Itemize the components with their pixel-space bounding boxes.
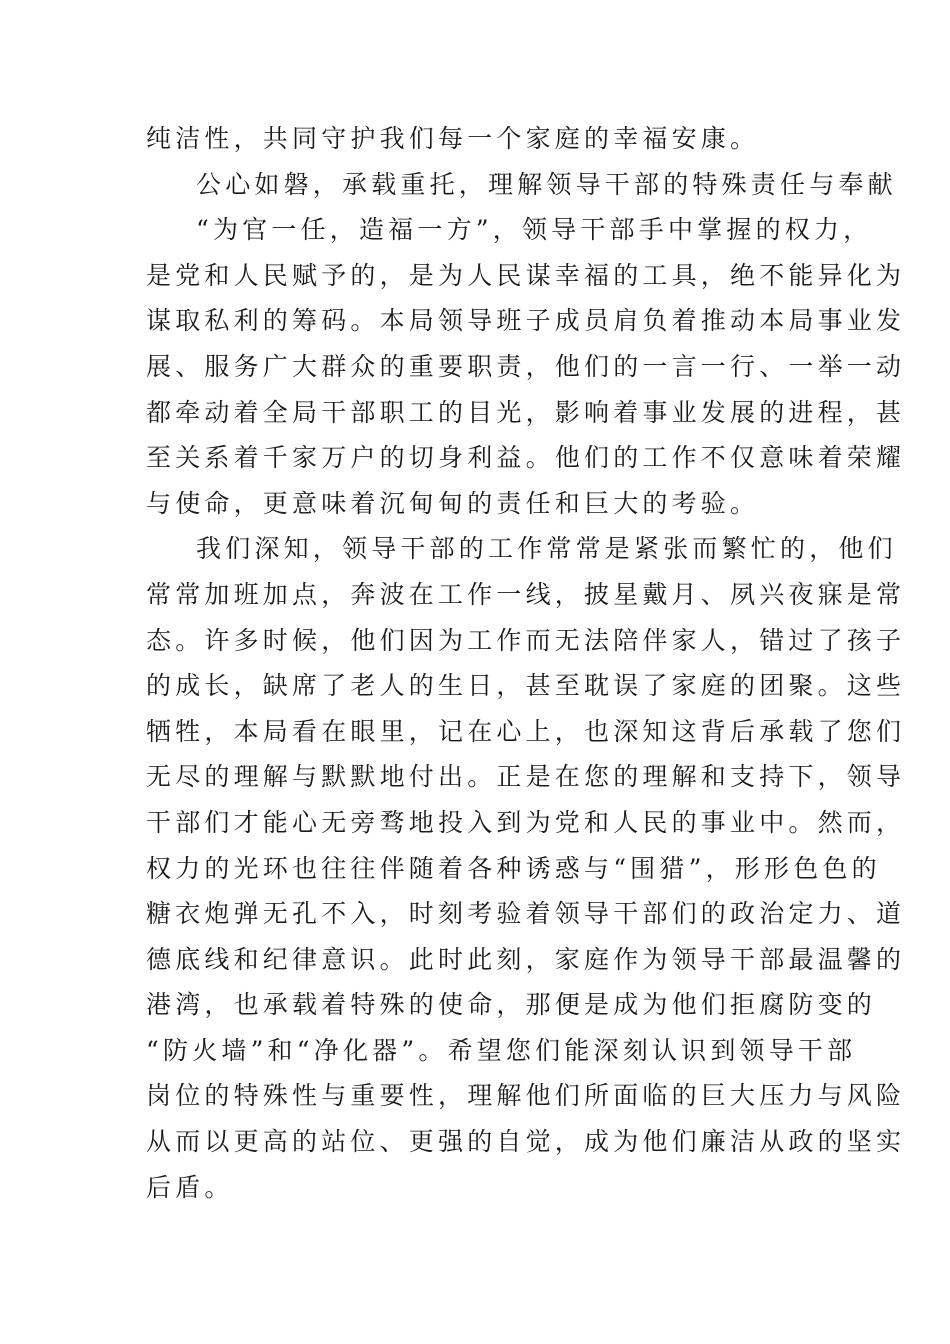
text-line-17: 权力的光环也往往伴随着各种诱惑与“围猎”，形形色色的 [146, 853, 881, 883]
text-line-22: 岗位的特殊性与重要性，理解他们所面临的巨大压力与风险 [146, 1081, 906, 1111]
text-line-9: 与使命，更意味着沉甸甸的责任和巨大的考验。 [146, 488, 760, 518]
text-line-21: “防火墙”和“净化器”。希望您们能深刻认识到领导干部 [146, 1035, 857, 1065]
text-line-11: 常常加班加点，奔波在工作一线，披星戴月、夙兴夜寐是常 [146, 579, 906, 609]
text-line-20: 港湾，也承载着特殊的使命，那便是成为他们拒腐防变的 [146, 990, 877, 1020]
section-heading: 公心如磐，承载重托，理解领导干部的特殊责任与奉献 [196, 169, 897, 199]
text-line-6: 展、服务广大群众的重要职责，他们的一言一行、一举一动 [146, 351, 906, 381]
text-line-3: “为官一任，造福一方”，领导干部手中掌握的权力， [196, 215, 873, 245]
text-line-23: 从而以更高的站位、更强的自觉，成为他们廉洁从政的坚实 [146, 1127, 906, 1157]
text-line-13: 的成长，缺席了老人的生日，甚至耽误了家庭的团聚。这些 [146, 671, 906, 701]
text-line-10: 我们深知，领导干部的工作常常是紧张而繁忙的，他们 [196, 534, 897, 564]
body-text [146, 116, 906, 1210]
text-line-8: 至关系着千家万户的切身利益。他们的工作不仅意味着荣耀 [146, 443, 906, 473]
text-line-18: 糖衣炮弹无孔不入，时刻考验着领导干部们的政治定力、道 [146, 899, 906, 929]
text-line-19: 德底线和纪律意识。此时此刻，家庭作为领导干部最温馨的 [146, 944, 906, 974]
text-line-15: 无尽的理解与默默地付出。正是在您的理解和支持下，领导 [146, 762, 906, 792]
text-line-1: 纯洁性，共同守护我们每一个家庭的幸福安康。 [146, 124, 760, 153]
text-line-14: 牺牲，本局看在眼里，记在心上，也深知这背后承载了您们 [146, 716, 906, 746]
text-line-4: 是党和人民赋予的，是为人民谋幸福的工具，绝不能异化为 [146, 260, 906, 290]
text-line-5: 谋取私利的筹码。本局领导班子成员肩负着推动本局事业发 [146, 306, 906, 336]
text-line-24: 后盾。 [146, 1172, 234, 1202]
text-line-16: 干部们才能心无旁骛地投入到为党和人民的事业中。然而， [146, 807, 906, 837]
text-line-12: 态。许多时候，他们因为工作而无法陪伴家人，错过了孩子 [146, 625, 906, 655]
text-line-7: 都牵动着全局干部职工的目光，影响着事业发展的进程，甚 [146, 397, 906, 427]
